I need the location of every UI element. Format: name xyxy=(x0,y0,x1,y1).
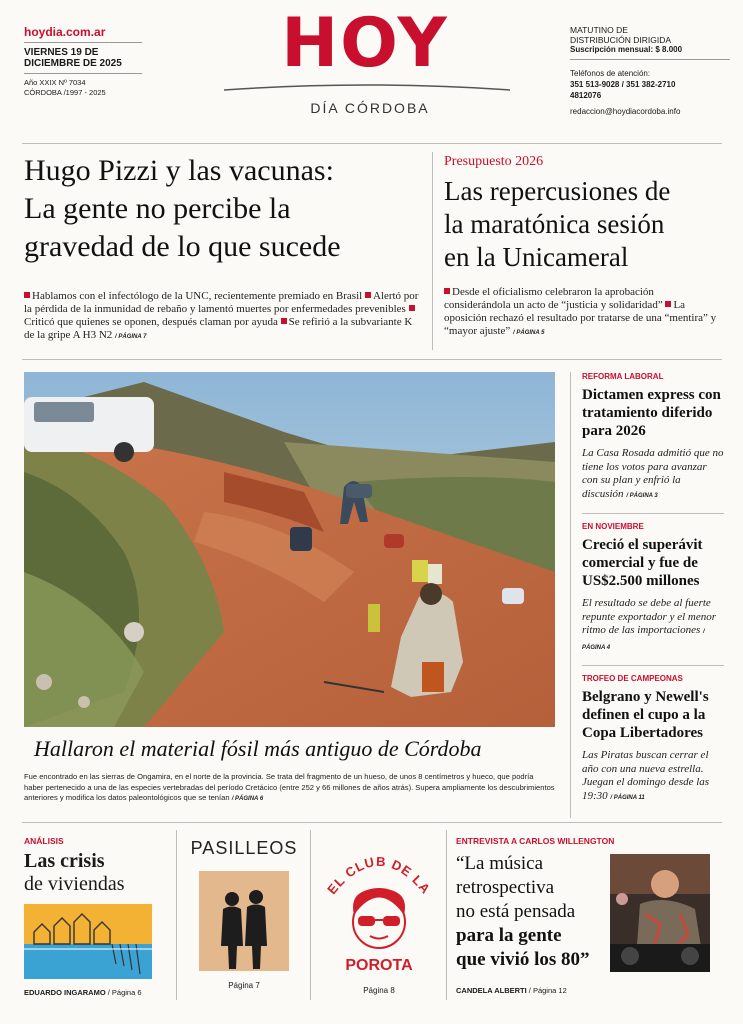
pasilleos-title: PASILLEOS xyxy=(190,838,298,858)
place-years: CÓRDOBA /1997 - 2025 xyxy=(24,88,106,97)
interview-box[interactable] xyxy=(456,836,726,998)
budget-kicker: Presupuesto 2026 xyxy=(444,154,544,169)
porota-page-ref: Página 8 xyxy=(363,986,395,995)
lead-headline[interactable] xyxy=(24,152,424,266)
sidebar-body xyxy=(582,597,724,655)
sidebar-page-ref: / PÁGINA 4 xyxy=(582,629,705,651)
budget-headline-line1: Las repercusiones de xyxy=(444,176,671,206)
sidebar-page-ref: / PÁGINA 3 xyxy=(626,492,658,499)
sidebar-kicker: EN NOVIEMBRE xyxy=(582,522,644,531)
sidebar-title: Belgrano y Newell's definen el cupo a la Copa Libertadores xyxy=(582,689,709,741)
budget-headline-line3: en la Unicameral xyxy=(444,242,629,272)
phones-1: 351 513-9028 / 351 382-2710 xyxy=(570,80,676,89)
sidebar-body xyxy=(582,447,724,503)
masthead-right-line1: MATUTINO DE xyxy=(570,25,628,35)
phones-2: 4812076 xyxy=(570,91,602,100)
lead-headline-line1: Hugo Pizzi y las vacunas: xyxy=(24,154,334,187)
sidebar-item-womens-trophy[interactable] xyxy=(582,674,724,805)
budget-page-ref: / PÁGINA 5 xyxy=(513,330,545,336)
analysis-box[interactable] xyxy=(24,836,169,997)
porota-logo xyxy=(318,840,440,978)
budget-headline-line2: la maratónica sesión xyxy=(444,209,665,239)
lead-headline-line2: La gente no percibe la xyxy=(24,192,291,225)
lead-summary xyxy=(24,290,419,344)
fossil-body-text: Fue encontrado en las sierras de Ongamira, en el norte de la provincia. Se trata del fragmento de un hueso, de unos 8 centímetros y hueco, que podría haber pertenecido a una de las especies vertebradas del período Cretácico (entre 252 y 66 millones de años atrás). Supera ampliamente los descubrimientos anteriores y modifica los datos paleontológicos que se tenían xyxy=(24,772,555,802)
masthead-right xyxy=(570,25,730,118)
logo xyxy=(255,4,475,83)
interview-quote xyxy=(456,852,606,972)
pasilleos-box[interactable] xyxy=(184,838,304,990)
pasilleos-page-ref: Página 7 xyxy=(228,981,260,990)
interview-author: CANDELA ALBERTI xyxy=(456,986,527,995)
sidebar-item-labor-reform[interactable] xyxy=(582,372,724,503)
sidebar-title: Creció el superávit comercial y fue de US$2.500 millones xyxy=(582,537,703,589)
budget-summary xyxy=(444,286,722,340)
sidebar-body-text: La Casa Rosada admitió que no tiene los votos para avanzar con su plan y enfrió la discusión xyxy=(582,447,724,500)
date-line-2: DICIEMBRE DE 2025 xyxy=(24,58,122,69)
quote-line4: para la gente xyxy=(456,925,562,946)
logo-swoosh xyxy=(222,82,512,92)
analysis-title-line2: de viviendas xyxy=(24,873,125,895)
analysis-illustration xyxy=(24,904,152,979)
housing-graph-icon xyxy=(24,904,152,979)
fossil-headline[interactable]: Hallaron el material fósil más antiguo de Córdoba xyxy=(34,736,482,761)
date-line-1: VIERNES 19 DE xyxy=(24,47,99,58)
porota-name: POROTA xyxy=(345,957,413,974)
masthead-subtitle: DÍA CÓRDOBA xyxy=(310,100,430,116)
porota-arc-text: EL CLUB DE LA xyxy=(324,853,434,898)
lead-bullets: Hablamos con el infectólogo de la UNC, recientemente premiado en Brasil Alertó por la pérdida de la inmunidad de rebaño y lamentó muertes por enfermedades prevenibles Criticó que quienes se oponen, después claman por ayuda Se refirió a la subvariante K de la gripe A H3 N2 xyxy=(24,290,419,341)
quote-line3: no está pensada xyxy=(456,901,576,922)
sidebar-body xyxy=(582,749,724,805)
lead-headline-line3: gravedad de lo que sucede xyxy=(24,230,341,263)
sidebar-page-ref: / PÁGINA 11 xyxy=(610,794,645,801)
analysis-author: EDUARDO INGARAMO xyxy=(24,988,106,997)
analysis-kicker: ANÁLISIS xyxy=(24,836,64,846)
subscription: Suscripción mensual: $ 8.000 xyxy=(570,45,683,54)
fossil-page-ref: / PÁGINA 6 xyxy=(231,796,264,802)
masthead-left xyxy=(24,25,142,98)
interview-photo xyxy=(610,854,710,972)
dj-photo-illustration xyxy=(610,854,710,972)
sidebar-body-text: Las Piratas buscan cerrar el año con una nueva estrella. Juegan el domingo desde las 19:30 xyxy=(582,749,710,802)
interview-page-ref: / Página 12 xyxy=(526,986,567,995)
logo-text: HOY xyxy=(281,4,449,83)
sidebar-body-text: El resultado se debe al fuerte repunte exportador y el menor ritmo de las importaciones xyxy=(582,597,717,636)
masthead-right-line2: DISTRIBUCIÓN DIRIGIDA xyxy=(570,35,672,45)
analysis-page-ref: / Página 6 xyxy=(105,988,142,997)
budget-bullets: Desde el oficialismo celebraron la aprobación considerándola un acto de “justicia y solidaridad” La oposición rechazó el resultado por tratarse de una “mentira” y “mayor ajuste” xyxy=(444,286,717,337)
quote-line5: que vivió los 80” xyxy=(456,949,590,970)
site-url[interactable]: hoydia.com.ar xyxy=(24,25,106,39)
analysis-title-line1: Las crisis xyxy=(24,850,105,872)
sidebar xyxy=(582,372,724,805)
silhouettes-icon xyxy=(199,871,289,971)
fossil-body xyxy=(24,772,555,805)
budget-headline[interactable] xyxy=(444,175,729,274)
fossil-photo-illustration xyxy=(24,372,555,727)
pasilleos-illustration xyxy=(199,871,289,971)
sidebar-item-trade-surplus[interactable] xyxy=(582,522,724,655)
porota-box[interactable] xyxy=(318,840,440,995)
fossil-photo[interactable] xyxy=(24,372,555,727)
sidebar-kicker: REFORMA LABORAL xyxy=(582,372,664,381)
sidebar-title: Dictamen express con tratamiento diferido para 2026 xyxy=(582,387,721,439)
phones-label: Teléfonos de atención: xyxy=(570,69,651,78)
quote-line1: “La música xyxy=(456,853,544,874)
edition-number: Año XXIX Nº 7034 xyxy=(24,78,86,87)
lead-page-ref: / PÁGINA 7 xyxy=(115,334,147,340)
sidebar-kicker: TROFEO DE CAMPEONAS xyxy=(582,674,683,683)
contact-email[interactable]: redaccion@hoydiacordoba.info xyxy=(570,107,681,116)
interview-kicker: ENTREVISTA A CARLOS WILLENGTON xyxy=(456,836,615,846)
quote-line2: retrospectiva xyxy=(456,877,555,898)
